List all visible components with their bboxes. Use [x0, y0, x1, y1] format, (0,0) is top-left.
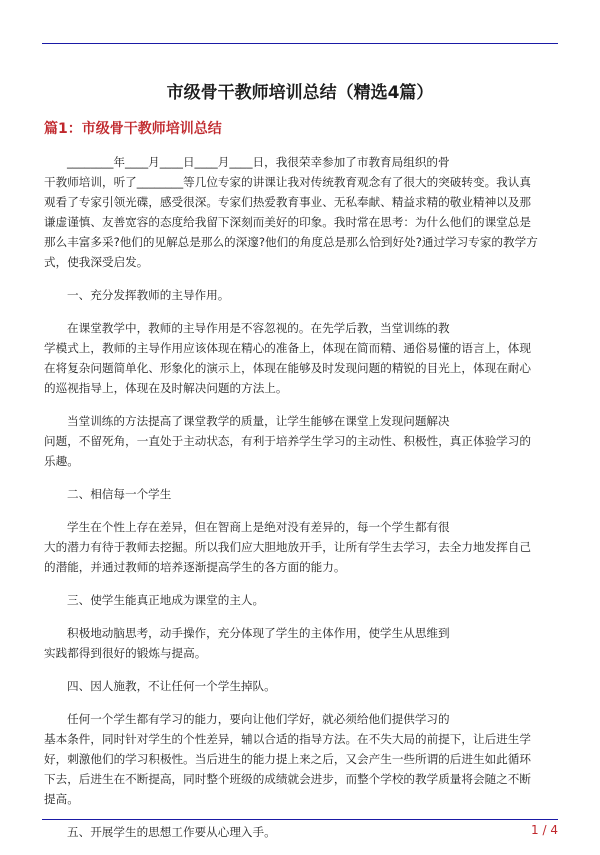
- text-line: 学生在个性上存在差异，但在智商上是绝对没有差异的，每一个学生都有很: [67, 520, 450, 534]
- text-line: 学模式上，教师的主导作用应该体现在精心的准备上，体现在简而精、通俗易懂的语言上，体现: [44, 341, 531, 355]
- text-line: 的巡视指导上，体现在及时解决问题的方法上。: [44, 381, 288, 395]
- text-line: 任何一个学生都有学习的能力，要向让他们学好，就必须给他们提供学习的: [67, 712, 450, 726]
- subheading-4: [44, 676, 556, 696]
- document-body: [44, 152, 556, 855]
- text-line: 在将复杂问题简单化、形象化的演示上，体现在能够及时发现问题的精锐的目光上，体现在耐心: [44, 361, 531, 375]
- subheading-1: [44, 285, 556, 305]
- subheading-3: [44, 590, 556, 610]
- subheading-text: 二、相信每一个学生: [67, 487, 172, 501]
- text-line: 基本条件，同时针对学生的个性差异，辅以合适的指导方法。在不失大局的前提下，让后进生学: [44, 732, 531, 746]
- paragraph-2: [44, 411, 556, 471]
- paragraph-4: [44, 623, 556, 663]
- text-line: ________年____月____日____月____日，我很荣幸参加了市教育局组织的骨: [67, 155, 450, 169]
- text-line: 积极地动脑思考，动手操作，充分体现了学生的主体作用，使学生从思维到: [67, 626, 450, 640]
- text-line: 的潜能，并通过教师的培养逐渐提高学生的各方面的能力。: [44, 560, 346, 574]
- subheading-text: 三、使学生能真正地成为课堂的主人。: [67, 593, 265, 607]
- text-line: 谦虚谨慎、友善宽容的态度给我留下深刻而美好的印象。我时常在思考：为什么他们的课堂总是: [44, 215, 531, 229]
- header-rule: [42, 43, 558, 44]
- text-line: 在课堂教学中，教师的主导作用是不容忽视的。在先学后教，当堂训练的教: [67, 321, 450, 335]
- paragraph-5: [44, 709, 556, 809]
- subheading-5: [44, 822, 556, 842]
- text-line: 那么丰富多采?他们的见解总是那么的深邃?他们的角度总是那么恰到好处?通过学习专家的教学方: [44, 235, 538, 249]
- text-line: 乐趣。: [44, 454, 79, 468]
- subheading-2: [44, 484, 556, 504]
- text-line: 提高。: [44, 792, 79, 806]
- paragraph-1: [44, 318, 556, 398]
- page-indicator: 1 / 4: [531, 823, 558, 837]
- document-title: 市级骨干教师培训总结（精选4篇）: [166, 83, 434, 103]
- text-line: 好，刺激他们的学习积极性。当后进生的能力提上来之后，又会产生一些所谓的后进生如此循环: [44, 752, 531, 766]
- text-line: 实践都得到很好的锻炼与提高。: [44, 646, 207, 660]
- text-line: 当堂训练的方法提高了课堂教学的质量，让学生能够在课堂上发现问题解决: [67, 414, 450, 428]
- footer-rule: [42, 819, 558, 820]
- paragraph-intro: [44, 152, 556, 272]
- section-heading: 篇1：市级骨干教师培训总结: [44, 121, 222, 137]
- text-line: 问题，不留死角，一直处于主动状态，有利于培养学生学习的主动性、积极性，真正体验学习的: [44, 434, 531, 448]
- text-line: 观看了专家引领光碟，感受很深。专家们热爱教育事业、无私奉献、精益求精的敬业精神以及那: [44, 195, 531, 209]
- text-line: 干教师培训，听了________等几位专家的讲课让我对传统教育观念有了很大的突破转变。我认真: [44, 175, 531, 189]
- text-line: 大的潜力有待于教师去挖掘。所以我们应大胆地放开手，让所有学生去学习，去全力地发挥自己: [44, 540, 531, 554]
- paragraph-3: [44, 517, 556, 577]
- subheading-text: 一、充分发挥教师的主导作用。: [67, 288, 230, 302]
- text-line: 下去，后进生在不断提高，同时整个班级的成绩就会进步，而整个学校的教学质量将会随之不断: [44, 772, 531, 786]
- subheading-text: 五、开展学生的思想工作要从心理入手。: [67, 825, 276, 839]
- text-line: 式，使我深受启发。: [44, 255, 149, 269]
- subheading-text: 四、因人施教，不让任何一个学生掉队。: [67, 679, 276, 693]
